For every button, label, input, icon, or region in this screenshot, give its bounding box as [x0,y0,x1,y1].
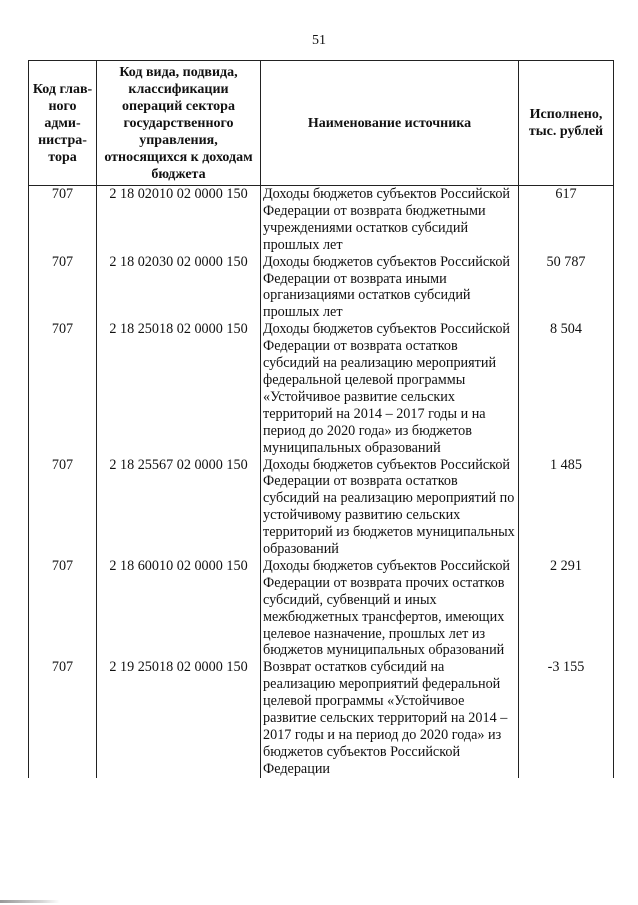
admin-code-cell: 707 [29,321,97,456]
header-source-name: Наименование источника [261,61,519,186]
type-code-cell: 2 18 25567 02 0000 150 [97,457,261,558]
executed-cell: 50 787 [519,254,614,322]
source-name-cell: Доходы бюджетов субъектов Российской Федерации от возврата бюджетными учреждениями остатков субсидий прошлых лет [261,186,519,254]
type-code-cell: 2 18 60010 02 0000 150 [97,558,261,659]
source-name-cell: Доходы бюджетов субъектов Российской Федерации от возврата остатков субсидий на реализацию мероприятий по устойчивому развитию сельских территорий из бюджетов муниципальных образований [261,457,519,558]
admin-code-cell: 707 [29,186,97,254]
table-row [29,457,614,558]
header-admin-code: Код глав-ного адми-нистра-тора [29,61,97,186]
type-code-cell: 2 18 02010 02 0000 150 [97,186,261,254]
type-code-cell: 2 18 25018 02 0000 150 [97,321,261,456]
page-number: 51 [312,33,326,48]
source-name-cell: Доходы бюджетов субъектов Российской Федерации от возврата иными организациями остатков субсидий прошлых лет [261,254,519,322]
table-row [29,558,614,659]
executed-cell: 1 485 [519,457,614,558]
header-executed: Исполнено, тыс. рублей [519,61,614,186]
admin-code-cell: 707 [29,659,97,777]
table-body [29,186,614,778]
executed-cell: -3 155 [519,659,614,777]
table-row [29,254,614,322]
table-row [29,186,614,254]
table-row [29,321,614,456]
source-name-cell: Доходы бюджетов субъектов Российской Федерации от возврата прочих остатков субсидий, субвенций и иных межбюджетных трансфертов, имеющих целевое назначение, прошлых лет из бюджетов муниципальных образований [261,558,519,659]
admin-code-cell: 707 [29,558,97,659]
revenue-sources-table [28,60,614,778]
scan-artifact [0,900,60,903]
table-row [29,659,614,777]
type-code-cell: 2 19 25018 02 0000 150 [97,659,261,777]
source-name-cell: Возврат остатков субсидий на реализацию мероприятий федеральной целевой программы «Устойчивое развитие сельских территорий на 2014 – 2017 годы и на период до 2020 года» из бюджетов субъектов Российской Федерации [261,659,519,777]
executed-cell: 2 291 [519,558,614,659]
type-code-cell: 2 18 02030 02 0000 150 [97,254,261,322]
executed-cell: 8 504 [519,321,614,456]
admin-code-cell: 707 [29,457,97,558]
table-header [29,61,614,186]
header-type-code: Код вида, подвида, классификации операций сектора государственного управления, относящихся к доходам бюджета [97,61,261,186]
executed-cell: 617 [519,186,614,254]
source-name-cell: Доходы бюджетов субъектов Российской Федерации от возврата остатков субсидий на реализацию мероприятий федеральной целевой программы «Устойчивое развитие сельских территорий на 2014 – 2017 годы и на период до 2020 года» из бюджетов муниципальных образований [261,321,519,456]
admin-code-cell: 707 [29,254,97,322]
